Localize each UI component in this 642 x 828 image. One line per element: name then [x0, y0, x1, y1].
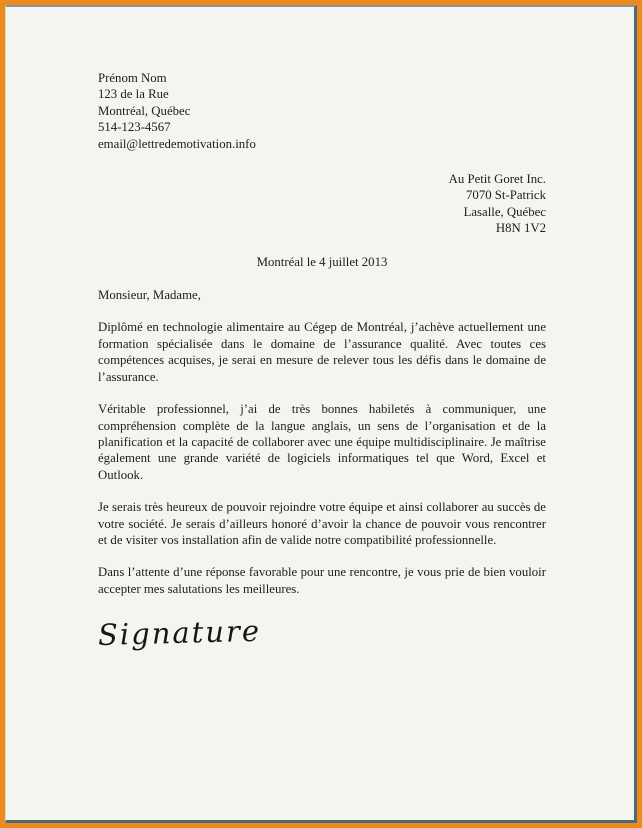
date-line: Montréal le 4 juillet 2013: [256, 254, 388, 269]
recipient-city: Lasalle, Québec: [463, 204, 546, 219]
recipient-block: [98, 171, 546, 237]
sender-street: 123 de la Rue: [98, 87, 169, 102]
signature: Signature: [97, 613, 262, 653]
paragraph-closing: Dans l’attente d’une réponse favorable pour une rencontre, je vous prie de bien vouloir accepter mes salutations les meilleures.: [98, 565, 546, 596]
recipient-company: Au Petit Goret Inc.: [448, 172, 546, 187]
sender-email: email@lettredemotivation.info: [98, 136, 256, 151]
page-inner-border: [5, 5, 637, 823]
paragraph-skills: Véritable professionnel, j’ai de très bonnes habiletés à communiquer, une compréhension complète de la langue anglais, un sens de l’organisation et de la planification et la capacité de collaborer avec une équipe multidisciplinaire. Je maîtrise également une grande variété de logiciels informatiques tel que Word, Excel et Outlook.: [98, 402, 546, 482]
sender-block: [98, 70, 546, 152]
letter-paper: [6, 7, 634, 820]
sender-city: Montréal, Québec: [98, 103, 191, 118]
recipient-street: 7070 St-Patrick: [466, 188, 546, 203]
paragraph-intro: Diplômé en technologie alimentaire au Cégep de Montréal, j’achève actuellement une formation spécialisée dans le domaine de l’assurance qualité. Avec toutes ces compétences acquises, je serai en mesure de relever tous les défis dans le domaine de l’assurance.: [98, 320, 546, 384]
sender-name: Prénom Nom: [98, 71, 167, 85]
salutation: Monsieur, Madame,: [98, 288, 201, 303]
sender-phone: 514-123-4567: [98, 120, 171, 135]
paragraph-motivation: Je serais très heureux de pouvoir rejoindre votre équipe et ainsi collaborer au succès de votre société. Je serais d’ailleurs honoré d’avoir la chance de pouvoir vous rencontrer et de visiter vos installation afin de valide notre compatibilité professionnelle.: [98, 500, 546, 547]
recipient-postal-code: H8N 1V2: [495, 221, 546, 236]
